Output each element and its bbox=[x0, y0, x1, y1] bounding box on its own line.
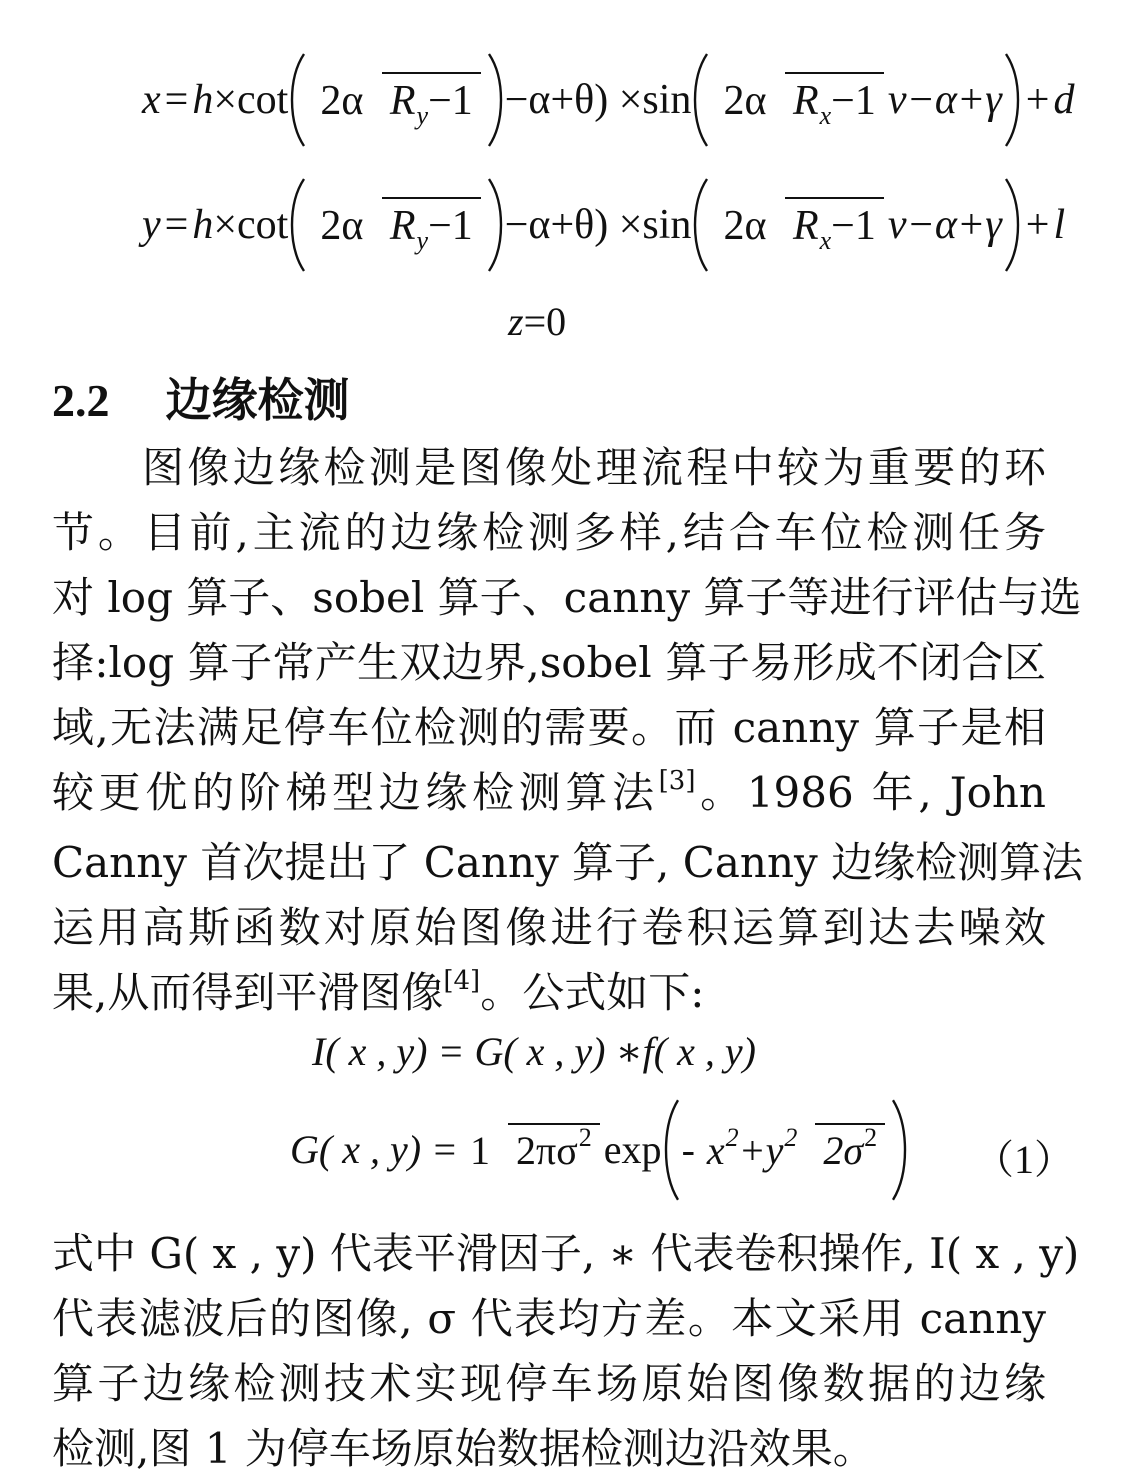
frac-den: Rx−1 bbox=[785, 197, 884, 247]
left-paren bbox=[693, 52, 709, 148]
text-line: 节。目前,主流的边缘检测多样,结合车位检测任务 bbox=[52, 507, 1046, 557]
eq-var: h bbox=[192, 77, 214, 123]
eq-var: h bbox=[192, 202, 214, 248]
eq-op: × bbox=[213, 77, 238, 123]
frac-num: x2+y2 bbox=[706, 1123, 798, 1173]
eq-func: cot bbox=[237, 77, 289, 123]
eq-var: l bbox=[1053, 202, 1066, 248]
right-paren bbox=[1004, 52, 1020, 148]
eq-func: cot bbox=[237, 202, 289, 248]
text-line: 式中 G( x , y) 代表平滑因子, ∗ 代表卷积操作, I( x , y) bbox=[52, 1229, 1080, 1278]
eq-term: v−α+γ bbox=[887, 77, 1002, 123]
text-line: 对 log 算子、sobel 算子、canny 算子等进行评估与选 bbox=[52, 572, 1082, 622]
citation-ref: [3] bbox=[658, 765, 696, 796]
frac-num: 1 bbox=[470, 1128, 491, 1173]
fraction bbox=[462, 1123, 600, 1177]
text-line: 图像边缘检测是图像处理流程中较为重要的环 bbox=[142, 443, 1046, 492]
frac-den: Rx−1 bbox=[785, 72, 884, 122]
eq-op: - bbox=[681, 1127, 695, 1172]
eq-term: v−α+γ bbox=[887, 202, 1002, 248]
eq-op: + bbox=[1025, 202, 1050, 248]
equation-number: （1） bbox=[974, 1137, 1074, 1182]
equation-y: y = h × cot 2α Ry−1 −α+θ) ×sin 2α Rx−1 v−α+γ + l bbox=[142, 177, 1065, 273]
text-line: 代表滤波后的图像, σ 代表均方差。本文采用 canny bbox=[52, 1293, 1046, 1343]
eq-var: d bbox=[1053, 77, 1075, 123]
equation-x: x = h × cot 2α Ry−1 −α+θ) ×sin 2α Rx−1 v−α+γ + d bbox=[142, 52, 1074, 148]
left-paren bbox=[290, 177, 306, 273]
section-title: 边缘检测 bbox=[165, 373, 350, 427]
fraction bbox=[699, 1123, 885, 1177]
right-paren bbox=[487, 177, 503, 273]
section-heading bbox=[52, 364, 350, 430]
fraction bbox=[312, 72, 480, 128]
frac-num: 2α bbox=[723, 203, 767, 249]
eq-lhs: G( x , y) = bbox=[290, 1127, 459, 1172]
frac-num: 2α bbox=[320, 203, 364, 249]
equation-z bbox=[508, 299, 567, 344]
frac-den: Ry−1 bbox=[382, 197, 481, 247]
equation-gaussian bbox=[290, 1098, 909, 1202]
text-line: 检测,图 1 为停车场原始数据检测边沿效果。 bbox=[52, 1423, 875, 1473]
eq-var: z bbox=[508, 299, 524, 344]
eq-text: I( x , y) = G( x , y) ∗f( x , y) bbox=[312, 1029, 756, 1074]
fraction bbox=[715, 72, 883, 128]
left-paren bbox=[290, 52, 306, 148]
text-line: Canny 首次提出了 Canny 算子, Canny 边缘检测算法 bbox=[52, 838, 1084, 888]
frac-den: Ry−1 bbox=[382, 72, 481, 122]
frac-den: 2σ2 bbox=[815, 1123, 885, 1171]
right-paren bbox=[487, 52, 503, 148]
section-number: 2.2 bbox=[52, 375, 110, 426]
eq-var: y bbox=[142, 202, 161, 248]
eq-op: + bbox=[1025, 77, 1050, 123]
eq-op: × bbox=[213, 202, 238, 248]
equation-convolution bbox=[312, 1029, 756, 1074]
paragraph-body-2 bbox=[52, 1222, 1080, 1482]
frac-den: 2πσ2 bbox=[508, 1123, 600, 1171]
left-paren bbox=[664, 1098, 680, 1202]
fraction bbox=[715, 197, 883, 253]
text-line: 域,无法满足停车位检测的需要。而 canny 算子是相 bbox=[52, 702, 1046, 752]
right-paren bbox=[1004, 177, 1020, 273]
text-line: 较更优的阶梯型边缘检测算法[3]。1986 年, John bbox=[52, 765, 1046, 817]
citation-ref: [4] bbox=[443, 966, 481, 997]
fraction bbox=[312, 197, 480, 253]
frac-num: 2α bbox=[723, 78, 767, 124]
text-line: 运用高斯函数对原始图像进行卷积运算到达去噪效 bbox=[52, 903, 1046, 953]
eq-mid: −α+θ) ×sin bbox=[504, 77, 692, 123]
eq-func: exp bbox=[603, 1127, 662, 1172]
right-paren bbox=[891, 1098, 907, 1202]
text-line: 择:log 算子常产生双边界,sobel 算子易形成不闭合区 bbox=[52, 637, 1046, 687]
eq-mid: −α+θ) ×sin bbox=[504, 202, 692, 248]
eq-rhs: =0 bbox=[523, 299, 567, 344]
paragraph-body-1 bbox=[52, 436, 1084, 1032]
left-paren bbox=[693, 177, 709, 273]
eq-var: x bbox=[142, 77, 161, 123]
frac-num: 2α bbox=[320, 78, 364, 124]
text-line: 果,从而得到平滑图像[4]。公式如下: bbox=[52, 966, 705, 1018]
text-line: 算子边缘检测技术实现停车场原始图像数据的边缘 bbox=[52, 1358, 1046, 1408]
